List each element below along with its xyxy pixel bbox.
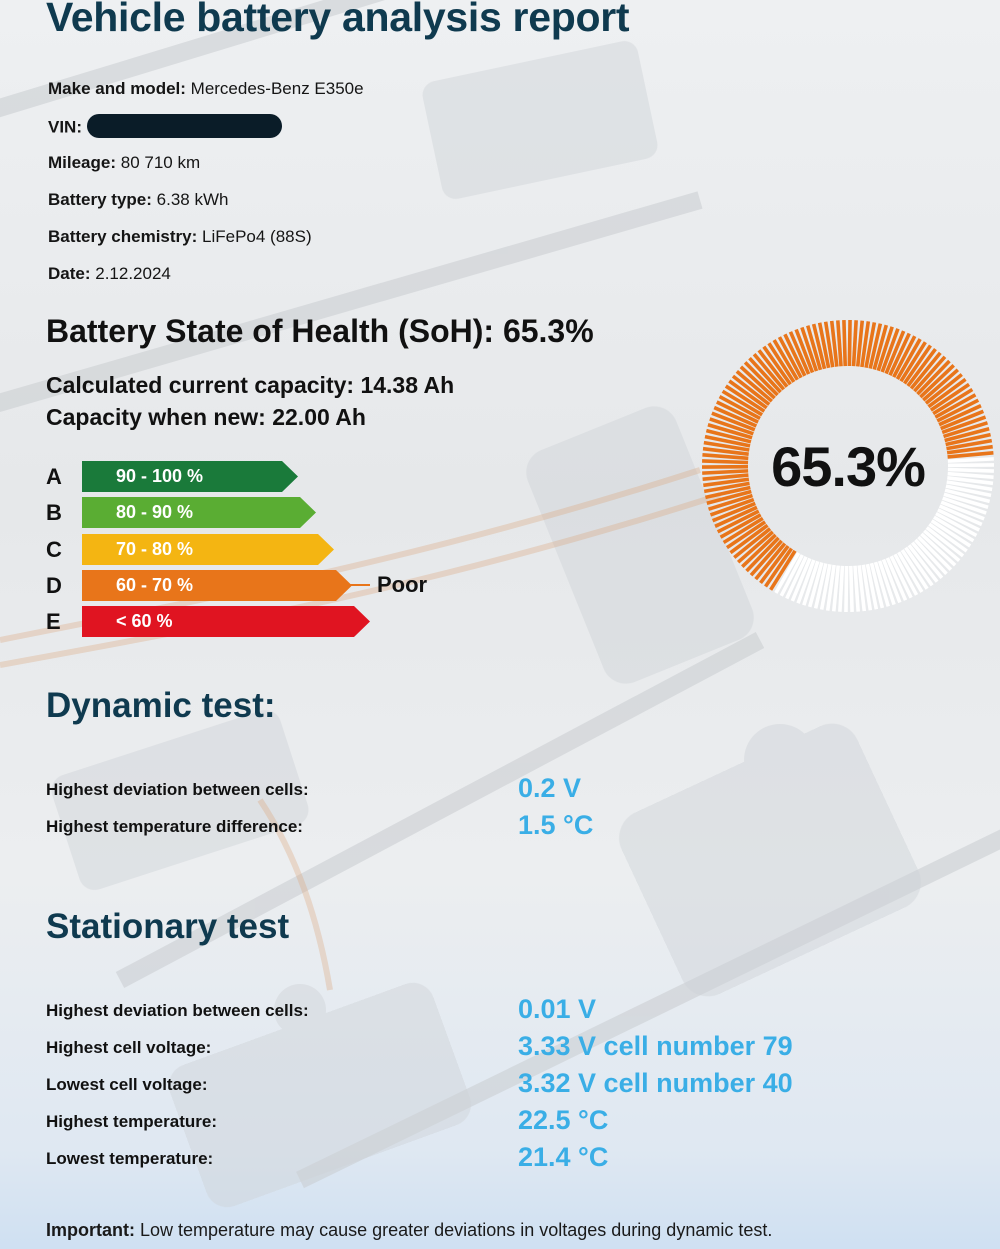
make-model-value: Mercedes-Benz E350e — [190, 79, 364, 98]
date-value: 2.12.2024 — [95, 264, 171, 283]
battery-chemistry-label: Battery chemistry: — [48, 227, 198, 246]
vin-row — [48, 116, 282, 140]
test-label: Highest cell voltage: — [46, 1038, 212, 1057]
test-row — [46, 994, 946, 1028]
mileage-label: Mileage: — [48, 153, 117, 172]
grade-bar-arrow — [82, 461, 298, 492]
date-row — [48, 264, 171, 284]
gauge-tick-filled — [844, 320, 845, 366]
grade-range: 80 - 90 % — [116, 502, 194, 522]
make-model-row — [48, 79, 364, 99]
grade-bar-arrow — [82, 497, 316, 528]
soh-gauge-value: 65.3% — [771, 435, 925, 498]
test-row — [46, 810, 946, 844]
test-row — [46, 1031, 946, 1065]
report-title: Vehicle battery analysis report — [46, 0, 630, 40]
gauge-tick-empty — [855, 566, 858, 612]
soh-heading: Battery State of Health (SoH): 65.3% — [46, 313, 594, 349]
gauge-tick-filled — [838, 320, 841, 366]
current-capacity: Calculated current capacity: 14.38 Ah — [46, 372, 455, 398]
vin-label: VIN: — [48, 117, 82, 137]
mileage-row — [48, 153, 200, 173]
test-value: 1.5 °C — [518, 810, 594, 840]
grade-letter: A — [46, 464, 62, 489]
gauge-tick-empty — [840, 566, 843, 612]
gauge-tick-empty — [851, 566, 852, 612]
battery-type-value: 6.38 kWh — [156, 190, 229, 209]
vin-redaction-mask — [87, 114, 282, 138]
soh-gauge — [700, 318, 996, 614]
grade-letter: E — [46, 609, 61, 634]
test-label: Highest deviation between cells: — [46, 1001, 309, 1020]
mileage-value: 80 710 km — [120, 153, 201, 172]
rating-label: Poor — [377, 572, 428, 597]
test-label: Lowest cell voltage: — [46, 1075, 208, 1094]
battery-type-row — [48, 190, 228, 210]
battery-chemistry-row — [48, 227, 312, 247]
test-label: Highest deviation between cells: — [46, 780, 309, 799]
test-label: Lowest temperature: — [46, 1149, 214, 1168]
test-row — [46, 1105, 946, 1139]
grade-letter: B — [46, 500, 62, 525]
grade-range: < 60 % — [116, 611, 173, 631]
test-row — [46, 1068, 946, 1102]
gauge-tick-filled — [849, 320, 850, 366]
test-value: 3.32 V cell number 40 — [518, 1068, 793, 1098]
grade-bar-arrow — [82, 606, 370, 637]
rating-marker-line — [312, 584, 370, 586]
test-row — [46, 773, 946, 807]
test-value: 21.4 °C — [518, 1142, 609, 1172]
grade-bar-arrow — [82, 534, 334, 565]
new-capacity: Capacity when new: 22.00 Ah — [46, 404, 366, 430]
test-label: Highest temperature difference: — [46, 817, 303, 836]
test-value: 22.5 °C — [518, 1105, 609, 1135]
grade-range: 70 - 80 % — [116, 539, 194, 559]
make-model-label: Make and model: — [48, 79, 186, 98]
date-label: Date: — [48, 264, 91, 283]
gauge-tick-filled — [854, 320, 857, 366]
battery-chemistry-value: LiFePo4 (88S) — [202, 227, 312, 246]
grade-range: 60 - 70 % — [116, 575, 194, 595]
battery-type-label: Battery type: — [48, 190, 152, 209]
important-note — [46, 1220, 772, 1241]
grade-range: 90 - 100 % — [116, 466, 204, 486]
dynamic-test-title: Dynamic test: — [46, 686, 276, 725]
gauge-tick-empty — [846, 566, 847, 612]
grade-letter: D — [46, 573, 62, 598]
stationary-test-title: Stationary test — [46, 907, 290, 946]
grade-letter: C — [46, 537, 62, 562]
test-value: 0.2 V — [518, 773, 582, 803]
test-value: 3.33 V cell number 79 — [518, 1031, 793, 1061]
test-value: 0.01 V — [518, 994, 597, 1024]
important-text: Low temperature may cause greater deviations in voltages during dynamic test. — [140, 1220, 773, 1240]
important-label: Important: — [46, 1220, 135, 1240]
test-row — [46, 1142, 946, 1176]
test-label: Highest temperature: — [46, 1112, 217, 1131]
